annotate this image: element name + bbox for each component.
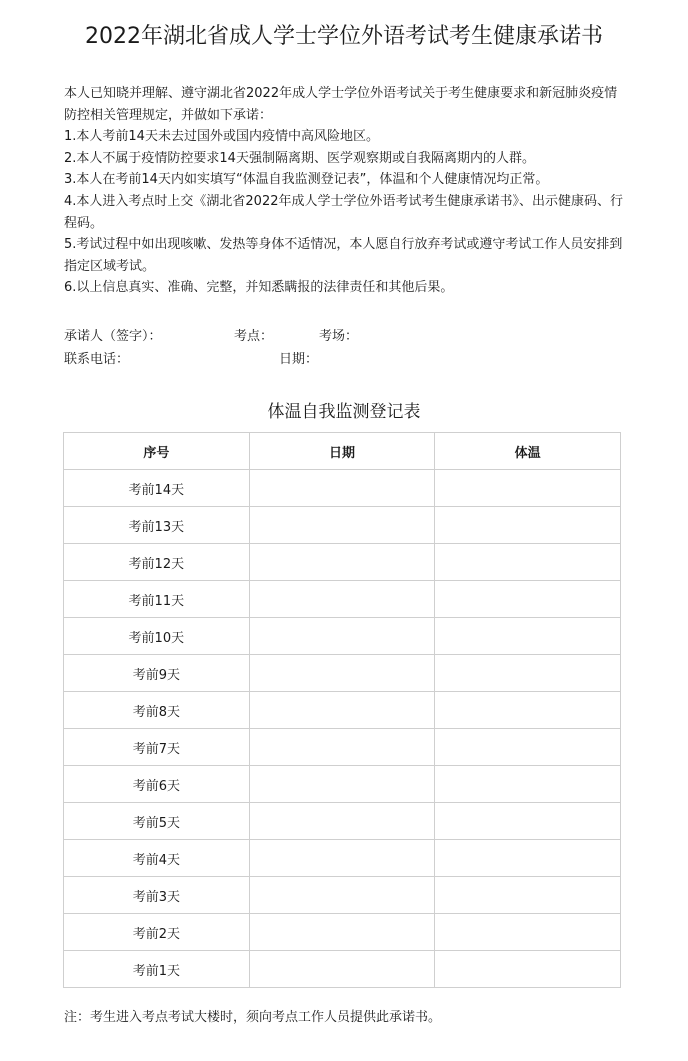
table-header-row (64, 433, 621, 470)
date-cell[interactable] (249, 470, 435, 507)
exam-site-label: 考点： (234, 329, 274, 344)
table-title: 体温自我监测登记表 (267, 402, 421, 422)
pledge-item: 3.本人在考前14天内如实填写“体温自我监测登记表”，体温和个人健康情况均正常。 (64, 172, 549, 188)
date-cell[interactable] (249, 618, 435, 655)
row-day-label: 考前7天 (64, 729, 250, 766)
date-label: 日期： (279, 352, 319, 367)
pledge-body (64, 83, 624, 299)
signer-label: 承诺人（签字）： (64, 329, 162, 344)
row-day-label: 考前8天 (64, 692, 250, 729)
row-day-label: 考前4天 (64, 840, 250, 877)
row-day-label: 考前12天 (64, 544, 250, 581)
row-day-label: 考前11天 (64, 581, 250, 618)
temperature-cell[interactable] (435, 803, 621, 840)
table-row (64, 729, 621, 766)
date-cell[interactable] (249, 803, 435, 840)
row-day-label: 考前3天 (64, 877, 250, 914)
phone-label: 联系电话： (64, 352, 130, 367)
temperature-cell[interactable] (435, 951, 621, 988)
pledge-item: 1.本人考前14天未去过国外或国内疫情中高风险地区。 (64, 129, 379, 145)
table-row (64, 470, 621, 507)
temperature-cell[interactable] (435, 877, 621, 914)
document-title: 2022年湖北省成人学士学位外语考试考生健康承诺书 (85, 24, 603, 49)
date-cell[interactable] (249, 729, 435, 766)
temperature-log-table (63, 432, 621, 988)
temperature-cell[interactable] (435, 507, 621, 544)
table-row (64, 914, 621, 951)
row-day-label: 考前6天 (64, 766, 250, 803)
exam-room-label: 考场： (319, 329, 359, 344)
row-day-label: 考前10天 (64, 618, 250, 655)
row-day-label: 考前13天 (64, 507, 250, 544)
pledge-item: 6.以上信息真实、准确、完整，并知悉瞒报的法律责任和其他后果。 (64, 280, 454, 296)
date-cell[interactable] (249, 914, 435, 951)
date-cell[interactable] (249, 951, 435, 988)
table-row (64, 803, 621, 840)
pledge-intro: 本人已知晓并理解、遵守湖北省2022年成人学士学位外语考试关于考生健康要求和新冠肺炎疫情防控相关管理规定，并做如下承诺： (64, 86, 618, 123)
row-day-label: 考前1天 (64, 951, 250, 988)
temperature-cell[interactable] (435, 581, 621, 618)
temperature-cell[interactable] (435, 766, 621, 803)
temperature-cell[interactable] (435, 618, 621, 655)
date-cell[interactable] (249, 544, 435, 581)
date-cell[interactable] (249, 877, 435, 914)
date-cell[interactable] (249, 581, 435, 618)
temperature-cell[interactable] (435, 840, 621, 877)
table-row (64, 544, 621, 581)
table-row (64, 581, 621, 618)
pledge-item: 5.考试过程中如出现咳嗽、发热等身体不适情况，本人愿自行放弃考试或遵守考试工作人员安排到指定区域考试。 (64, 237, 623, 274)
table-row (64, 618, 621, 655)
pledge-item: 2.本人不属于疫情防控要求14天强制隔离期、医学观察期或自我隔离期内的人群。 (64, 150, 535, 166)
temperature-cell[interactable] (435, 655, 621, 692)
table-row (64, 766, 621, 803)
date-cell[interactable] (249, 692, 435, 729)
temperature-cell[interactable] (435, 692, 621, 729)
temperature-cell[interactable] (435, 470, 621, 507)
row-day-label: 考前9天 (64, 655, 250, 692)
temperature-cell[interactable] (435, 729, 621, 766)
table-row (64, 655, 621, 692)
table-row (64, 507, 621, 544)
table-row (64, 951, 621, 988)
table-body (64, 470, 621, 988)
table-row (64, 692, 621, 729)
table-row (64, 877, 621, 914)
row-day-label: 考前5天 (64, 803, 250, 840)
footer-note: 注：考生进入考点考试大楼时，须向考点工作人员提供此承诺书。 (64, 1010, 442, 1025)
temperature-cell[interactable] (435, 914, 621, 951)
header-date: 日期 (249, 433, 435, 470)
header-temperature: 体温 (435, 433, 621, 470)
pledge-item: 4.本人进入考点时上交《湖北省2022年成人学士学位外语考试考生健康承诺书》、出示健康码、行程码。 (64, 193, 623, 231)
row-day-label: 考前14天 (64, 470, 250, 507)
date-cell[interactable] (249, 655, 435, 692)
table-row (64, 840, 621, 877)
date-cell[interactable] (249, 766, 435, 803)
date-cell[interactable] (249, 840, 435, 877)
temperature-cell[interactable] (435, 544, 621, 581)
row-day-label: 考前2天 (64, 914, 250, 951)
date-cell[interactable] (249, 507, 435, 544)
header-index: 序号 (64, 433, 250, 470)
